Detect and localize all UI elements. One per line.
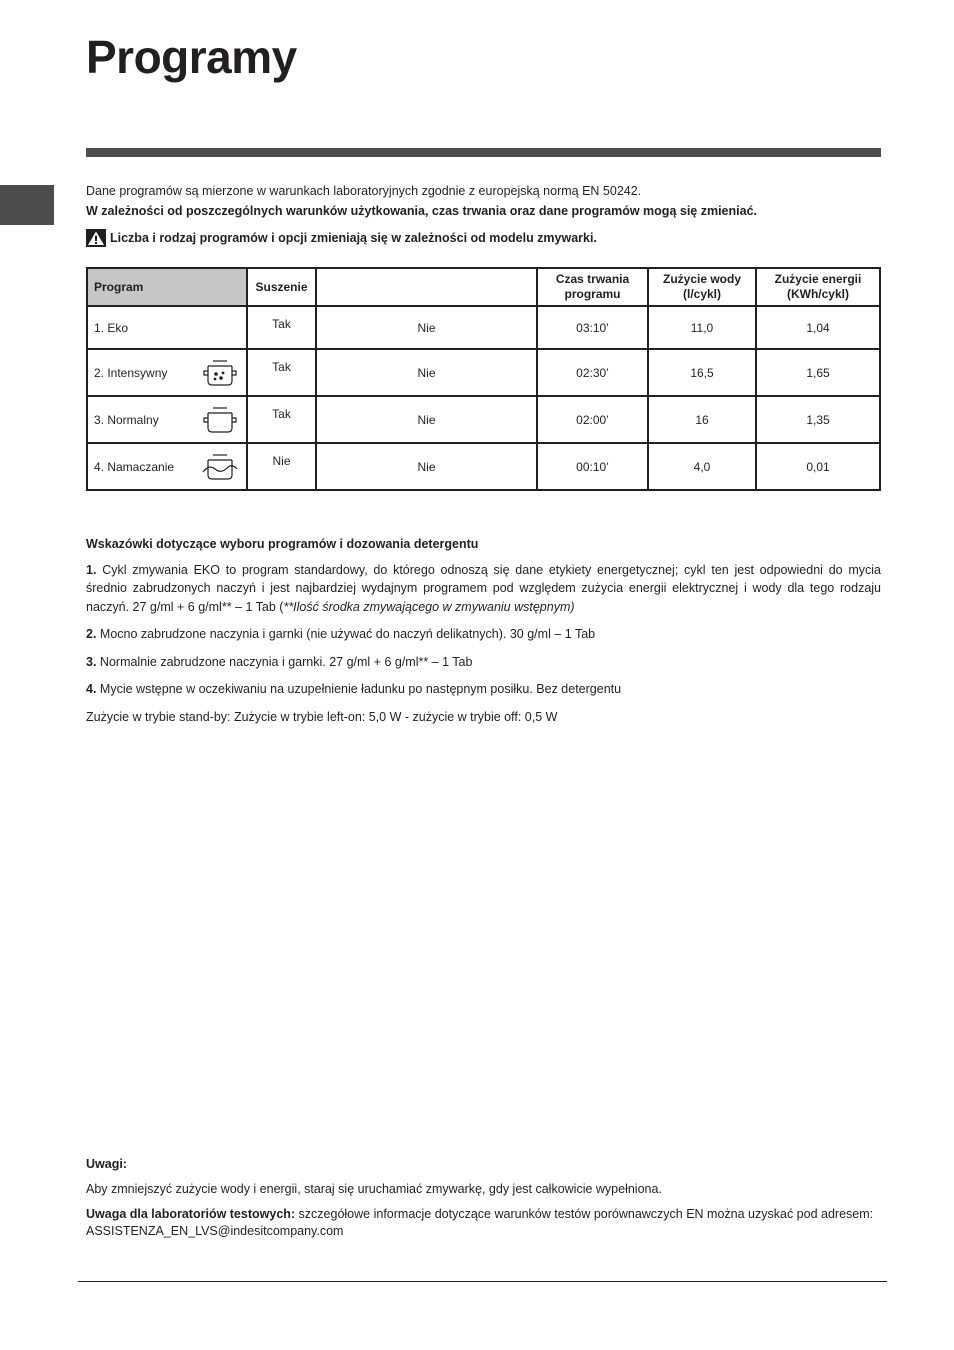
option-cell: Nie	[316, 396, 537, 443]
hint-text: Mocno zabrudzone naczynia i garnki (nie używać do naczyń delikatnych). 30 g/ml – 1 Tab	[99, 627, 596, 641]
hint-item	[86, 653, 881, 672]
side-tab-marker	[0, 185, 54, 225]
hint-text: Cykl zmywania EKO to program standardowy, do którego odnoszą się dane etykiety energetycznej; cykl ten jest odpowiedni do mycia średnio zabrudzonych naczyń i jest najbardziej wydajnym programem pod względem zużycia energii elektrycznej i wody dla tego rodzaju naczyń. 27 g/ml + 6 g/ml** – 1 Tab (	[86, 562, 881, 614]
program-cell	[87, 396, 247, 443]
warning-note	[86, 229, 886, 247]
programs-table	[86, 267, 881, 491]
drying-cell: Nie	[247, 443, 316, 490]
duration-cell: 00:10’	[537, 443, 648, 490]
notes-title: Uwagi:	[86, 1157, 127, 1171]
program-name: 2. Intensywny	[94, 365, 168, 380]
option-cell: Nie	[316, 306, 537, 349]
program-hints	[86, 535, 881, 726]
energy-cell: 1,65	[756, 349, 880, 396]
table-header-row	[87, 268, 880, 306]
hints-title: Wskazówki dotyczące wyboru programów i dozowania detergentu	[86, 537, 479, 551]
water-cell: 11,0	[648, 306, 756, 349]
water-cell: 4,0	[648, 443, 756, 490]
energy-cell: 1,35	[756, 396, 880, 443]
hint-italic-text: **Ilość środka zmywającego w zmywaniu wstępnym)	[283, 599, 575, 614]
title-divider-bar	[86, 148, 881, 157]
pot-soak-icon	[202, 452, 238, 482]
notes-section	[86, 1156, 881, 1248]
table-row	[87, 306, 880, 349]
hint-number: 1.	[86, 562, 97, 577]
lab-label: Uwaga dla laboratoriów testowych:	[86, 1207, 296, 1221]
hint-text: Normalnie zabrudzone naczynia i garnki. 27 g/ml + 6 g/ml** – 1 Tab	[99, 654, 473, 669]
intro-line-1: Dane programów są mierzone w warunkach laboratoryjnych zgodnie z europejską normą EN 50242.	[86, 184, 642, 198]
header-duration: Czas trwania programu	[537, 268, 648, 306]
standby-consumption: Zużycie w trybie stand-by: Zużycie w trybie left-on: 5,0 W - zużycie w trybie off: 0,5 W	[86, 709, 558, 724]
table-row	[87, 396, 880, 443]
water-cell: 16,5	[648, 349, 756, 396]
duration-cell: 02:00’	[537, 396, 648, 443]
notes-line-1: Aby zmniejszyć zużycie wody i energii, staraj się uruchamiać zmywarkę, gdy jest całkowicie wypełniona.	[86, 1182, 662, 1196]
table-row	[87, 349, 880, 396]
footer-divider	[78, 1281, 887, 1282]
water-cell: 16	[648, 396, 756, 443]
program-cell	[87, 349, 247, 396]
table-row	[87, 443, 880, 490]
warning-triangle-icon	[86, 229, 106, 247]
hint-item	[86, 561, 881, 617]
header-option	[316, 268, 537, 306]
drying-cell: Tak	[247, 306, 316, 349]
program-name: 3. Normalny	[94, 412, 159, 427]
hint-number: 4.	[86, 682, 97, 696]
hint-number: 2.	[86, 627, 97, 641]
program-cell	[87, 443, 247, 490]
notes-lab-info	[86, 1206, 881, 1240]
program-name: 4. Namaczanie	[94, 459, 175, 474]
energy-cell: 1,04	[756, 306, 880, 349]
hint-number: 3.	[86, 654, 97, 669]
option-cell: Nie	[316, 349, 537, 396]
program-name: 1. Eko	[94, 320, 129, 335]
hint-item	[86, 680, 881, 699]
header-drying: Suszenie	[247, 268, 316, 306]
duration-cell: 03:10’	[537, 306, 648, 349]
duration-cell: 02:30’	[537, 349, 648, 396]
hint-text: Mycie wstępne w oczekiwaniu na uzupełnienie ładunku po następnym posiłku. Bez detergentu	[99, 682, 622, 696]
drying-cell: Tak	[247, 349, 316, 396]
page-title: Programy	[86, 31, 297, 83]
program-cell	[87, 306, 247, 349]
intro-text	[86, 181, 886, 221]
header-energy: Zużycie energii (KWh/cykl)	[756, 268, 880, 306]
option-cell: Nie	[316, 443, 537, 490]
warning-text: Liczba i rodzaj programów i opcji zmieniają się w zależności od modelu zmywarki.	[110, 231, 597, 245]
energy-cell: 0,01	[756, 443, 880, 490]
drying-cell: Tak	[247, 396, 316, 443]
pot-normal-icon	[202, 405, 238, 435]
intro-line-2: W zależności od poszczególnych warunków użytkowania, czas trwania oraz dane programów mogą się zmieniać.	[86, 204, 757, 218]
header-water: Zużycie wody (l/cykl)	[648, 268, 756, 306]
hint-item	[86, 625, 881, 644]
pot-intensive-icon	[202, 358, 238, 388]
lab-text: szczegółowe informacje dotyczące warunków testów porównawczych EN można uzyskać pod adresem: ASSISTENZA_EN_LVS@indesitcompany.com	[86, 1207, 874, 1238]
header-program: Program	[87, 268, 247, 306]
